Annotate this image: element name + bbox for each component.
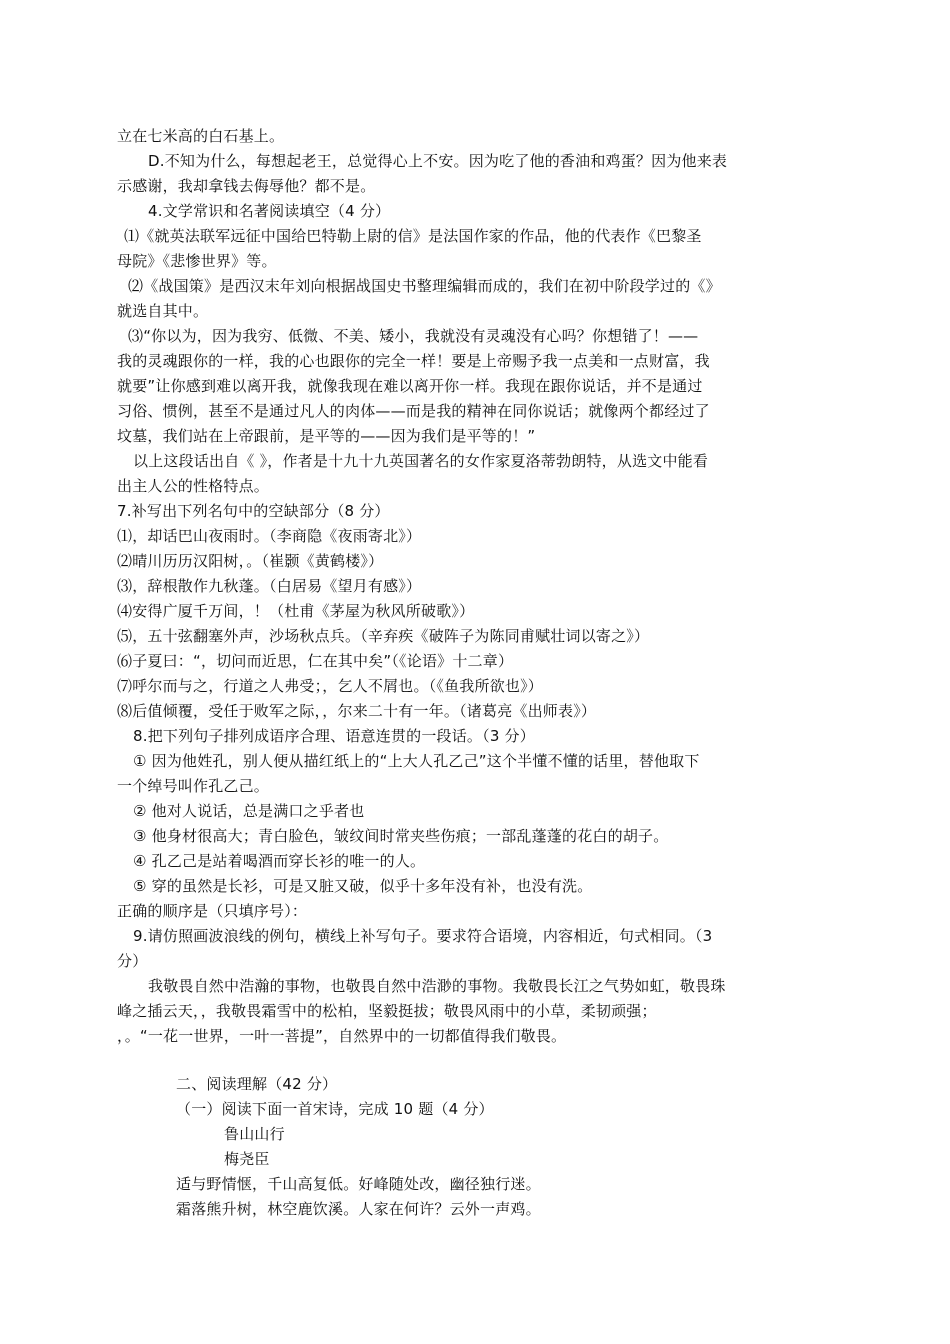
text-line: 我敬畏自然中浩瀚的事物，也敬畏自然中浩渺的事物。我敬畏长江之气势如虹，敬畏珠: [148, 977, 726, 995]
text-line: ⑷安得广厦千万间，！（杜甫《茅屋为秋风所破歌》）: [117, 602, 475, 620]
question-heading: 7.补写出下列名句中的空缺部分（8 分）: [117, 502, 390, 520]
text-line: ④ 孔乙己是站着喝酒而穿长衫的唯一的人。: [133, 852, 426, 870]
text-line: ⑵晴川历历汉阳树，。（崔颢《黄鹤楼》）: [117, 552, 384, 570]
text-line: 习俗、惯例，甚至不是通过凡人的肉体——而是我的精神在同你说话；就像两个都经过了: [117, 402, 710, 420]
question-heading: 4.文学常识和名著阅读填空（4 分）: [148, 202, 391, 220]
text-line: ⑴《就英法联军远征中国给巴特勒上尉的信》是法国作家的作品，他的代表作《巴黎圣: [124, 227, 702, 245]
text-line: ② 他对人说话，总是满口之乎者也: [133, 802, 365, 820]
text-line: ，。“一花一世界，一叶一菩提”，自然界中的一切都值得我们敬畏。: [117, 1027, 567, 1045]
text-line: 峰之插云天，，我敬畏霜雪中的松柏，坚毅挺拔；敬畏风雨中的小草，柔韧顽强；: [117, 1002, 657, 1020]
text-line: 示感谢，我却拿钱去侮辱他？都不是。: [117, 177, 376, 195]
text-line: ⑹子夏曰：“，切问而近思，仁在其中矣”（《论语》十二章）: [117, 652, 514, 670]
text-line: ⑻后值倾覆，受任于败军之际，，尔来二十有一年。（诸葛亮《出师表》）: [117, 702, 597, 720]
poem-line: 适与野情惬，千山高复低。好峰随处改，幽径独行迷。: [176, 1175, 541, 1193]
text-line: 就要”让你感到难以离开我，就像我现在难以离开你一样。我现在跟你说话，并不是通过: [117, 377, 703, 395]
poem-line: 霜落熊升树，林空鹿饮溪。人家在何许？云外一声鸡。: [176, 1200, 541, 1218]
text-line: 正确的顺序是（只填序号）：: [117, 902, 308, 920]
text-line: 就选自其中。: [117, 302, 209, 320]
text-line: D.不知为什么，每想起老王，总觉得心上不安。因为吃了他的香油和鸡蛋？因为他来表: [148, 152, 728, 170]
text-line: 出主人公的性格特点。: [117, 477, 270, 495]
text-line: ⑵《战国策》是西汉末年刘向根据战国史书整理编辑而成的，我们在初中阶段学过的《》: [128, 277, 721, 295]
text-line: ⑤ 穿的虽然是长衫，可是又脏又破，似乎十多年没有补，也没有洗。: [133, 877, 593, 895]
text-line: ⑶“你以为，因为我穷、低微、不美、矮小，我就没有灵魂没有心吗？你想错了！——: [128, 327, 699, 345]
text-line: ⑺呼尔而与之，行道之人弗受；，乞人不屑也。（《鱼我所欲也》）: [117, 677, 544, 695]
text-line: 坟墓，我们站在上帝跟前，是平等的——因为我们是平等的！”: [117, 427, 536, 445]
poem-title: 鲁山山行: [224, 1125, 285, 1143]
question-heading: 8.把下列句子排列成语序合理、语意连贯的一段话。（3 分）: [133, 727, 535, 745]
text-line: ① 因为他姓孔，别人便从描红纸上的“上大人孔乙己”这个半懂不懂的话里，替他取下: [133, 752, 700, 770]
text-line: 我的灵魂跟你的一样，我的心也跟你的完全一样！要是上帝赐予我一点美和一点财富，我: [117, 352, 710, 370]
text-line: ⑶，辞根散作九秋蓬。（白居易《望月有感》）: [117, 577, 422, 595]
poem-author: 梅尧臣: [224, 1150, 270, 1168]
question-heading: 9.请仿照画波浪线的例句，横线上补写句子。要求符合语境，内容相近，句式相同。（3: [133, 927, 713, 945]
text-line: 一个绰号叫作孔乙己。: [117, 777, 270, 795]
text-line: 立在七米高的白石基上。: [117, 127, 285, 145]
section-heading: 二、阅读理解（42 分）: [176, 1075, 338, 1093]
text-line: 以上这段话出自《 》，作者是十九十九英国著名的女作家夏洛蒂勃朗特，从选文中能看: [133, 452, 709, 470]
text-line: ⑴，却话巴山夜雨时。（李商隐《夜雨寄北》）: [117, 527, 422, 545]
text-line: 分）: [117, 952, 148, 970]
subsection-heading: （一）阅读下面一首宋诗，完成 10 题（4 分）: [176, 1100, 494, 1118]
text-line: ⑸，五十弦翻塞外声，沙场秋点兵。（辛弃疾《破阵子为陈同甫赋壮词以寄之》）: [117, 627, 650, 645]
text-line: ③ 他身材很高大；青白脸色，皱纹间时常夹些伤痕；一部乱蓬蓬的花白的胡子。: [133, 827, 669, 845]
text-line: 母院》《悲惨世界》等。: [117, 252, 277, 270]
